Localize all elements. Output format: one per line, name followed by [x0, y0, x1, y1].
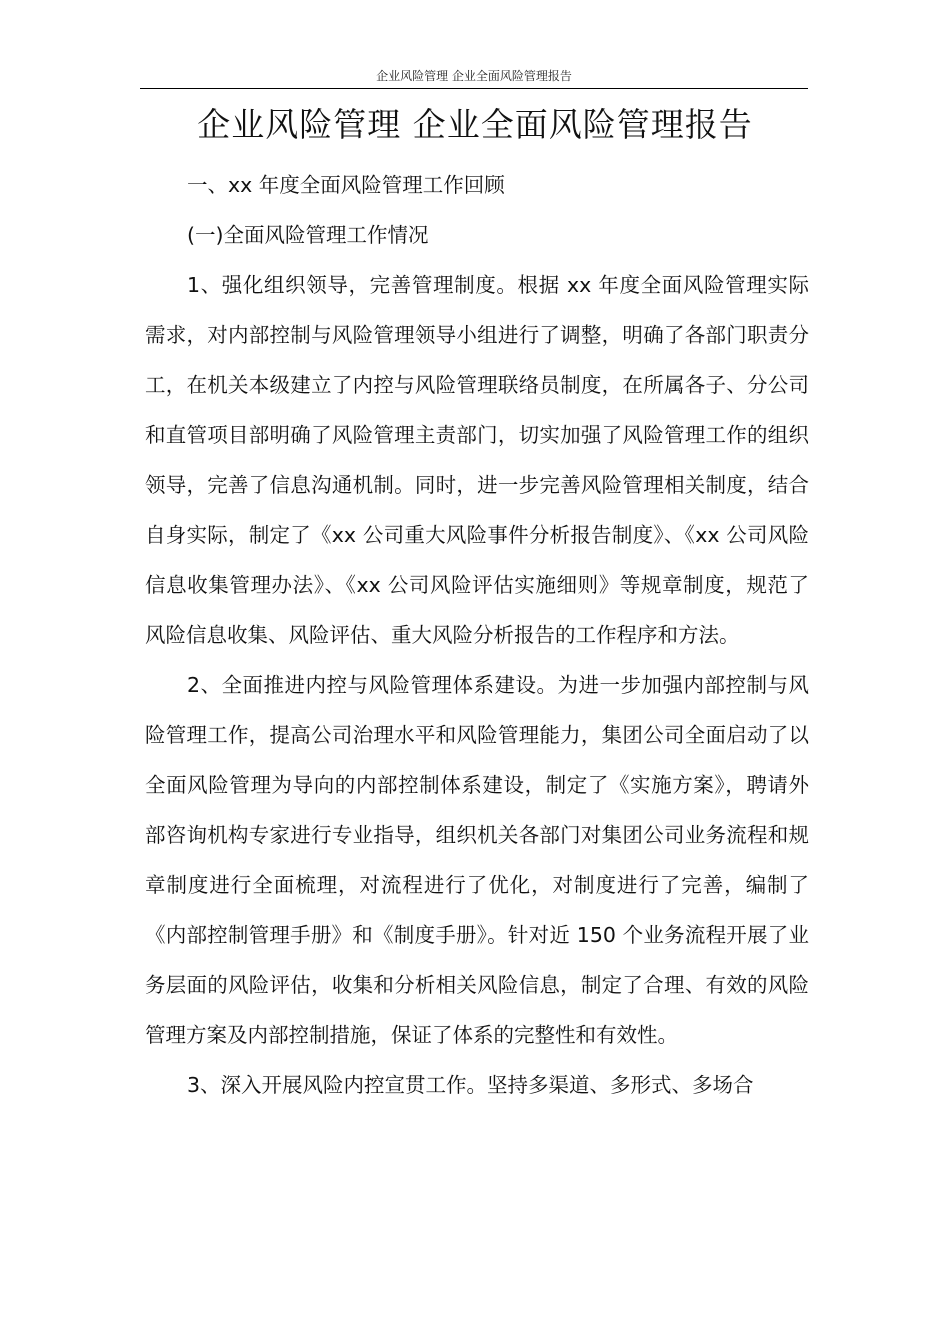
document-body [145, 260, 809, 1110]
paragraph-system-building: 2、全面推进内控与风险管理体系建设。为进一步加强内部控制与风险管理工作，提高公司治理水平和风险管理能力，集团公司全面启动了以全面风险管理为导向的内部控制体系建设，制定了《实施方案》，聘请外部咨询机构专家进行专业指导，组织机关各部门对集团公司业务流程和规章制度进行全面梳理，对流程进行了优化，对制度进行了完善，编制了《内部控制管理手册》和《制度手册》。针对近 150 个业务流程开展了业务层面的风险评估，收集和分析相关风险信息，制定了合理、有效的风险管理方案及内部控制措施，保证了体系的完整性和有效性。 [145, 673, 809, 1047]
header-divider [140, 88, 808, 89]
document-title: 企业风险管理 企业全面风险管理报告 [197, 105, 753, 144]
section-heading-review: 一、xx 年度全面风险管理工作回顾 [187, 173, 505, 197]
paragraph-promotion: 3、深入开展风险内控宣贯工作。坚持多渠道、多形式、多场合 [187, 1073, 754, 1097]
running-header: 企业风险管理 企业全面风险管理报告 [376, 69, 572, 83]
subsection-heading-status: (一)全面风险管理工作情况 [187, 223, 429, 247]
paragraph-organization: 1、强化组织领导，完善管理制度。根据 xx 年度全面风险管理实际需求，对内部控制与风险管理领导小组进行了调整，明确了各部门职责分工，在机关本级建立了内控与风险管理联络员制度，在所属各子、分公司和直管项目部明确了风险管理主责部门，切实加强了风险管理工作的组织领导，完善了信息沟通机制。同时，进一步完善风险管理相关制度，结合自身实际，制定了《xx 公司重大风险事件分析报告制度》、《xx 公司风险信息收集管理办法》、《xx 公司风险评估实施细则》等规章制度，规范了风险信息收集、风险评估、重大风险分析报告的工作程序和方法。 [145, 273, 809, 647]
